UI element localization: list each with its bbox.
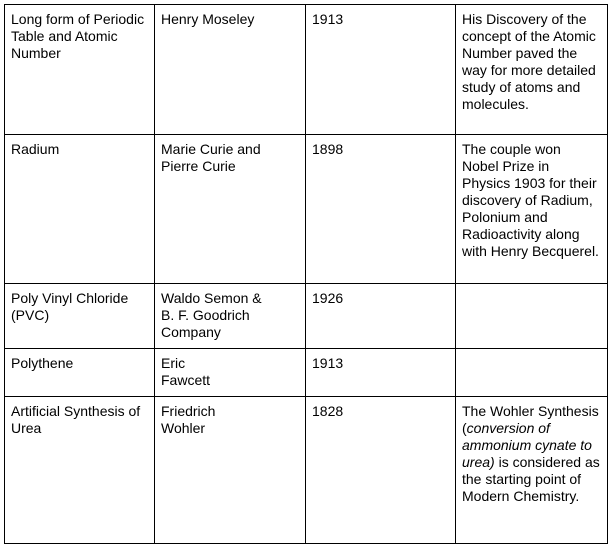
discovery-cell: Radium — [5, 135, 155, 284]
discoverer-cell — [155, 284, 306, 349]
year-cell: 1828 — [306, 397, 456, 544]
discovery-cell: Artificial Synthesis of Urea — [5, 397, 155, 544]
discoverer-cell: Marie Curie and Pierre Curie — [155, 135, 306, 284]
table-row — [5, 349, 608, 397]
discoverer-cell — [155, 397, 306, 544]
remarks-cell — [456, 284, 608, 349]
discoverer-line: Fawcett — [161, 372, 211, 388]
table-row — [5, 135, 608, 284]
remarks-italic-text: conversion of ammonium cynate to urea) — [462, 420, 592, 470]
year-cell: 1913 — [306, 349, 456, 397]
year-cell: 1913 — [306, 5, 456, 135]
remarks-cell — [456, 349, 608, 397]
remarks-cell: His Discovery of the concept of the Atomic Number paved the way for more detailed study of atoms and molecules. — [456, 5, 608, 135]
remarks-cell: The couple won Nobel Prize in Physics 1903 for their discovery of Radium, Polonium and Radioactivity along with Henry Becquerel. — [456, 135, 608, 284]
discoverer-line: Waldo Semon & — [161, 290, 262, 306]
discoverer-line: Eric — [161, 355, 186, 371]
remarks-text: The Wohler Synthesis ( — [462, 403, 599, 436]
discoverer-line: B. F. Goodrich — [161, 307, 250, 323]
year-cell: 1898 — [306, 135, 456, 284]
table-row — [5, 284, 608, 349]
discoverer-line: Wohler — [161, 420, 206, 436]
discoverer-cell: Henry Moseley — [155, 5, 306, 135]
discovery-cell: Poly Vinyl Chloride (PVC) — [5, 284, 155, 349]
discoverer-cell — [155, 349, 306, 397]
discovery-cell: Polythene — [5, 349, 155, 397]
table-row — [5, 5, 608, 135]
remarks-cell — [456, 397, 608, 544]
discoveries-table — [4, 4, 608, 544]
discoverer-line: Friedrich — [161, 403, 216, 419]
year-cell: 1926 — [306, 284, 456, 349]
discovery-cell: Long form of Periodic Table and Atomic Number — [5, 5, 155, 135]
discoverer-line: Company — [161, 324, 221, 340]
table-row — [5, 397, 608, 544]
remarks-text: is considered as the starting point of Modern Chemistry. — [462, 454, 600, 504]
